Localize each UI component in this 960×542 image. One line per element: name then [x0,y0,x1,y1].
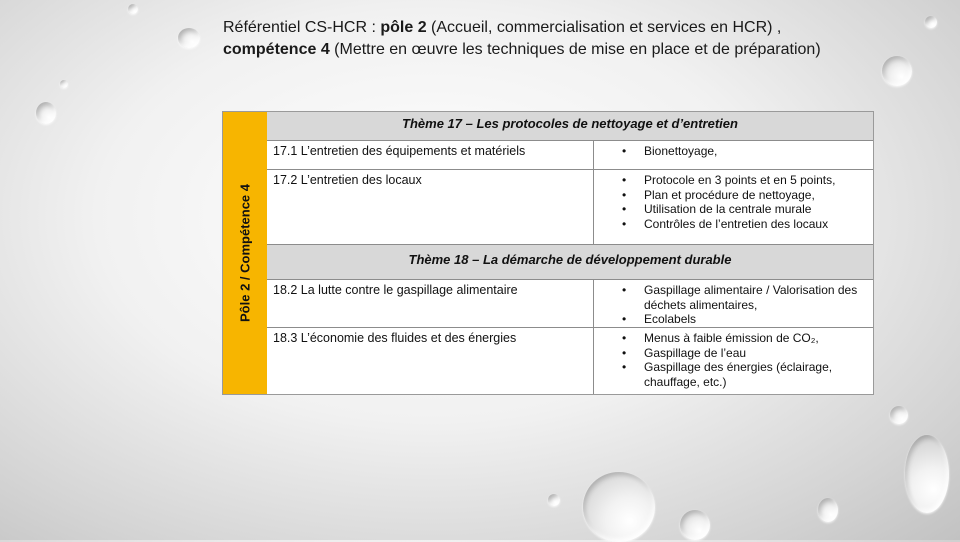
water-drop-decoration [583,472,655,542]
row-title: 17.2 L’entretien des locaux [273,173,422,187]
water-drop-decoration [36,102,56,124]
bullet-item: • Utilisation de la centrale murale [594,202,869,217]
bullet-item: • Gaspillage des énergies (éclairage, chauffage, etc.) [594,360,869,389]
bullet-item: • Gaspillage de l’eau [594,346,869,361]
row-title-cell [267,170,594,244]
bullet-item: • Bionettoyage, [594,144,869,159]
water-drop-decoration [128,4,138,14]
row-title-cell [267,328,594,394]
heading-pole: pôle 2 [380,19,427,36]
row-title: 18.2 La lutte contre le gaspillage alimentaire [273,283,518,297]
bullet-item: • Gaspillage alimentaire / Valorisation des déchets alimentaires, [594,283,869,312]
side-label: Pôle 2 / Compétence 4 [237,184,253,322]
heading-text: (Mettre en œuvre les techniques de mise en place et de préparation) [329,41,821,58]
bullet-item: • Plan et procédure de nettoyage, [594,188,869,203]
heading-competence: compétence 4 [223,41,330,58]
water-drop-decoration [178,28,200,48]
theme-17-header [267,112,873,141]
water-drop-decoration [548,494,560,506]
heading-text: Référentiel CS-HCR : [223,19,381,36]
row-title: 18.3 L’économie des fluides et des énergies [273,331,517,345]
water-drop-decoration [905,435,949,513]
bullet-item: • Ecolabels [594,312,869,327]
row-bullets-cell [594,141,873,169]
row-title-cell [267,280,594,327]
water-drop-decoration [882,56,912,86]
bullet-list [594,280,873,327]
bullet-item: • Protocole en 3 points et en 5 points, [594,173,869,188]
bullet-list [594,328,873,389]
table-row [267,170,873,245]
slide-heading [223,17,863,61]
bullet-item: • Menus à faible émission de CO₂, [594,331,869,346]
side-band [223,112,267,394]
bullet-item: • Contrôles de l’entretien des locaux [594,217,869,232]
row-bullets-cell [594,170,873,244]
table-row [267,141,873,170]
row-bullets-cell [594,328,873,394]
theme-18-title: Thème 18 – La démarche de développement durable [408,252,732,267]
theme-18-header [267,245,873,280]
table-row [267,280,873,328]
referential-table-image [222,111,874,395]
heading-text: (Accueil, commercialisation et services en HCR) , [426,19,782,36]
water-drop-decoration [925,16,937,28]
table-row [267,328,873,394]
theme-17-title: Thème 17 – Les protocoles de nettoyage et d’entretien [402,116,738,131]
bullet-list [594,141,873,159]
bullet-list [594,170,873,231]
row-title-cell [267,141,594,169]
referential-table [267,112,873,394]
row-bullets-cell [594,280,873,327]
water-drop-decoration [818,498,838,522]
water-drop-decoration [60,80,68,88]
row-title: 17.1 L’entretien des équipements et matériels [273,144,526,158]
water-drop-decoration [890,406,908,424]
water-drop-decoration [680,510,710,540]
